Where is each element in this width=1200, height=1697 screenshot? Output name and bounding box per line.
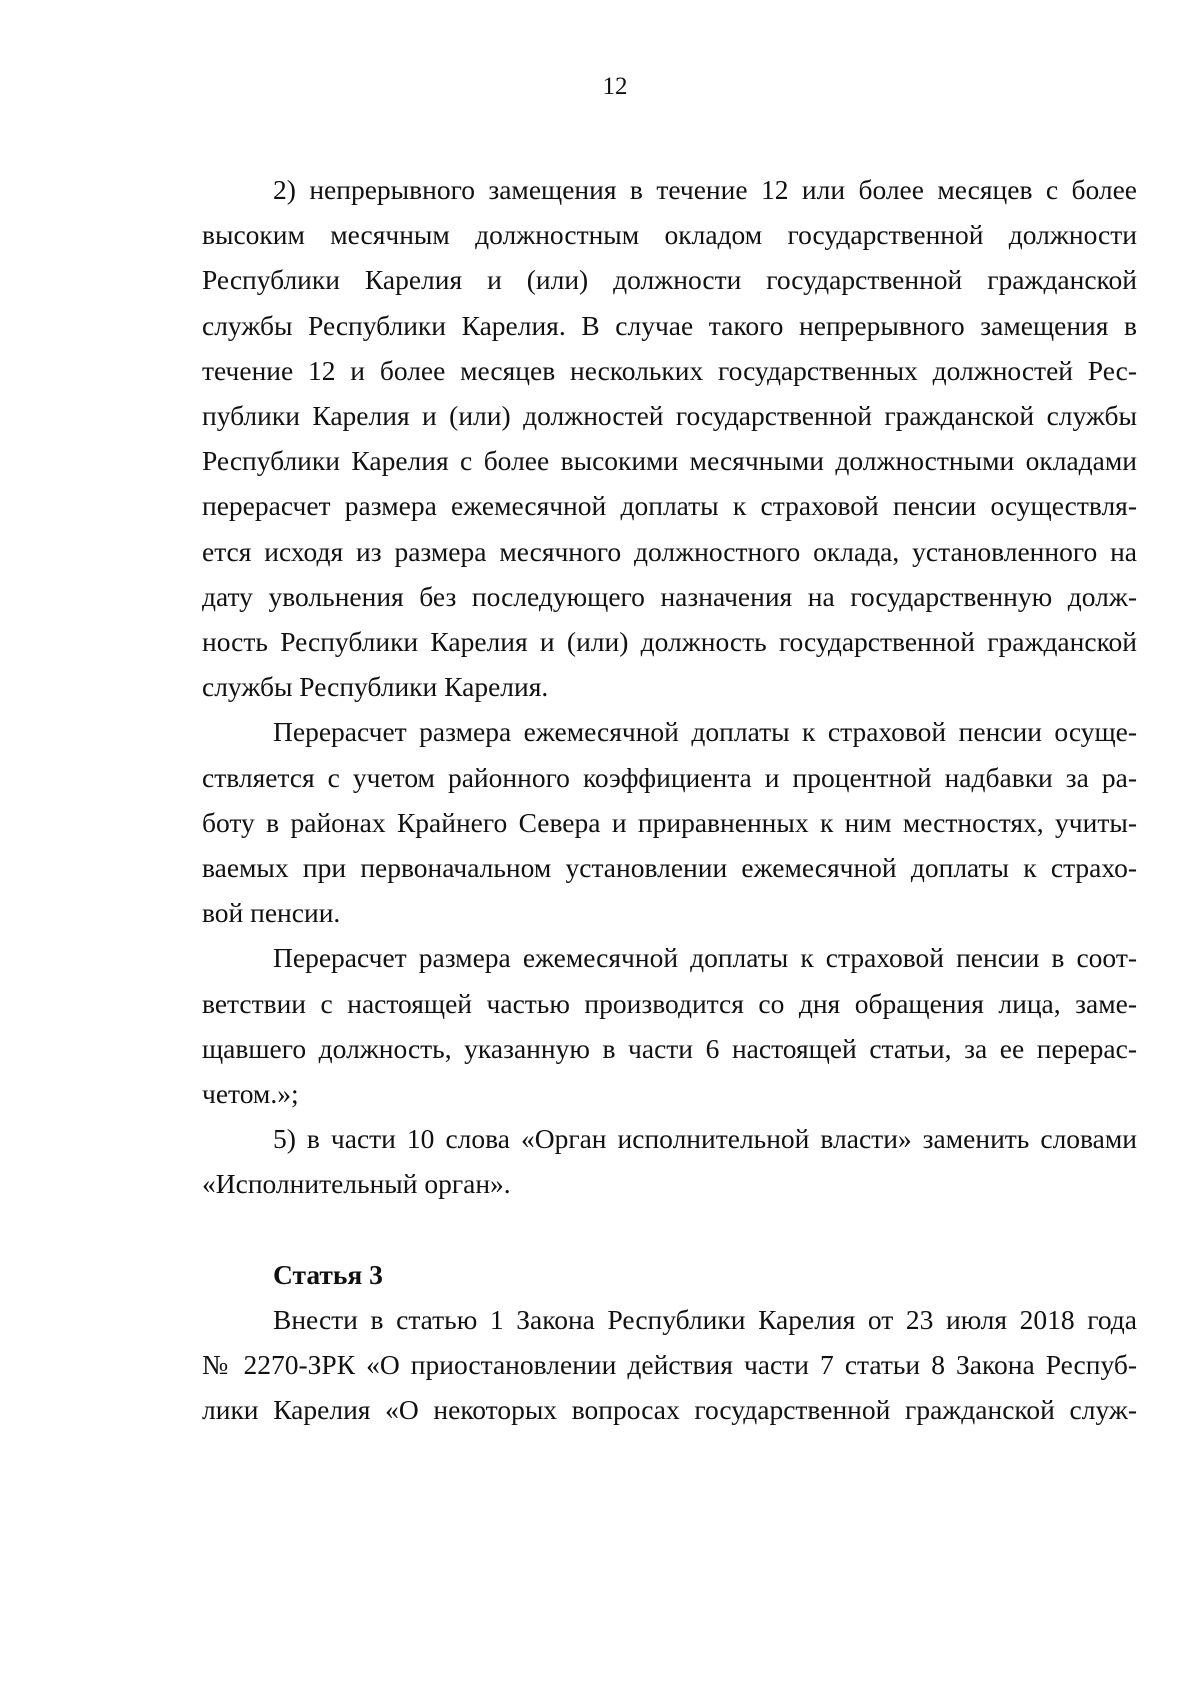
text-line: Перерасчет размера ежемесячной доплаты к страховой пенсии осуще- xyxy=(273,716,1137,748)
text-line: ветствии с настоящей частью производится со дня обращения лица, заме- xyxy=(202,987,1137,1019)
text-line: лики Карелия «О некоторых вопросах государственной гражданской служ- xyxy=(202,1394,1137,1426)
text-line: 2) непрерывного замещения в течение 12 или более месяцев с более xyxy=(273,174,1137,205)
paragraph-regional-coefficient xyxy=(202,709,1137,935)
text-line: Республики Карелия и (или) должности государственной гражданской xyxy=(202,264,1137,296)
text-line: Перерасчет размера ежемесячной доплаты к страховой пенсии в соот- xyxy=(273,942,1137,974)
text-line: щавшего должность, указанную в части 6 настоящей статьи, за ее перерас- xyxy=(202,1032,1137,1064)
text-line: 5) в части 10 слова «Орган исполнительной власти» заменить словами xyxy=(273,1123,1137,1155)
text-line: вой пенсии. xyxy=(202,897,341,929)
text-line: ется исходя из размера месячного должностного оклада, установленного на xyxy=(202,535,1137,567)
text-line: течение 12 и более месяцев нескольких государственных должностей Рес- xyxy=(202,354,1137,386)
text-line: дату увольнения без последующего назначения на государственную долж- xyxy=(202,580,1137,612)
text-line: службы Республики Карелия. В случае такого непрерывного замещения в xyxy=(202,309,1137,341)
page-number: 12 xyxy=(602,73,628,100)
text-line: Республики Карелия с более высокими месячными должностными окладами xyxy=(202,445,1137,477)
paragraph-item-5 xyxy=(202,1116,1137,1206)
text-line: боту в районах Крайнего Севера и приравненных к ним местностях, учиты- xyxy=(202,806,1137,838)
text-line: публики Карелия и (или) должностей государственной гражданской службы xyxy=(202,400,1137,432)
paragraph-article-3 xyxy=(202,1297,1137,1433)
article-heading: Статья 3 xyxy=(273,1258,383,1290)
text-line: ствляется с учетом районного коэффициента и процентной надбавки за ра- xyxy=(202,761,1137,793)
text-line: высоким месячным должностным окладом государственной должности xyxy=(202,219,1137,251)
text-line: ность Республики Карелия и (или) должность государственной гражданской xyxy=(202,626,1137,658)
text-line: Внести в статью 1 Закона Республики Карелия от 23 июля 2018 года xyxy=(273,1303,1137,1335)
paragraph-recalculation-condition xyxy=(202,167,1137,709)
text-line: ваемых при первоначальном установлении ежемесячной доплаты к страхо- xyxy=(202,852,1137,884)
document-body xyxy=(202,167,1137,1432)
paragraph-recalculation-date xyxy=(202,935,1137,1116)
text-line: «Исполнительный орган». xyxy=(202,1168,511,1200)
text-line: службы Республики Карелия. xyxy=(202,671,549,703)
text-line: четом.»; xyxy=(202,1078,299,1110)
text-line: № 2270-ЗРК «О приостановлении действия части 7 статьи 8 Закона Респуб- xyxy=(202,1349,1137,1381)
text-line: перерасчет размера ежемесячной доплаты к страховой пенсии осуществля- xyxy=(202,490,1137,522)
